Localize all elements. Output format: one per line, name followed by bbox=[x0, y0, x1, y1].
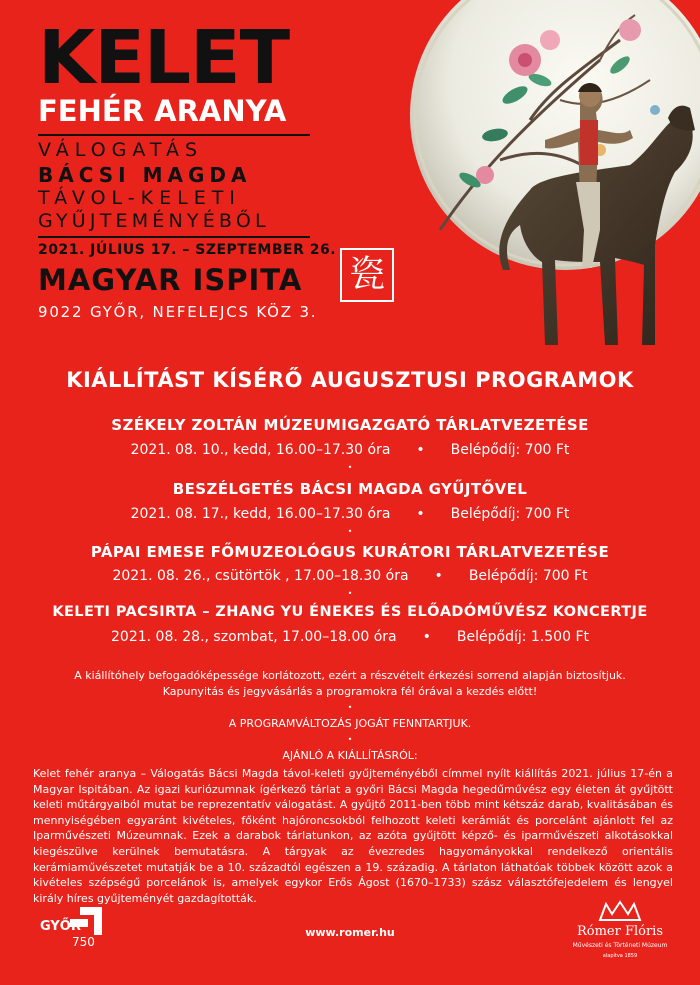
divider bbox=[38, 236, 310, 238]
separator-bullet: • bbox=[434, 568, 443, 584]
program-info bbox=[0, 568, 700, 584]
program-info bbox=[0, 629, 700, 645]
separator-bullet: • bbox=[416, 442, 425, 458]
program-info bbox=[0, 506, 700, 522]
program-fee: Belépődíj: 1.500 Ft bbox=[456, 629, 589, 645]
romer-museum-name: Rómer Flóris bbox=[576, 924, 664, 939]
about-heading: AJÁNLÓ A KIÁLLÍTÁSRÓL: bbox=[282, 749, 418, 762]
separator-bullet: • bbox=[416, 506, 425, 522]
capacity-note: A kiállítóhely befogadóképessége korlátozott, ezért a részvételt érkezési sorrend alapján biztosítjuk. bbox=[74, 669, 626, 682]
program-info bbox=[0, 442, 700, 458]
bullet-divider: • bbox=[347, 463, 353, 472]
exhibition-dates: 2021. JÚLIUS 17. – SZEPTEMBER 26. bbox=[38, 242, 337, 258]
peony-flower bbox=[476, 166, 494, 184]
program-fee: Belépődíj: 700 Ft bbox=[468, 568, 588, 584]
romer-emblem-icon bbox=[598, 900, 642, 922]
venue-name: MAGYAR ISPITA bbox=[38, 263, 303, 297]
program-datetime: 2021. 08. 28., szombat, 17.00–18.00 óra bbox=[111, 629, 397, 645]
subtitle-line-4: GYŰJTEMÉNYÉBŐL bbox=[38, 210, 270, 232]
program-datetime: 2021. 08. 10., kedd, 16.00–17.30 óra bbox=[130, 442, 391, 458]
subtitle-line-3: TÁVOL-KELETI bbox=[38, 187, 241, 209]
divider bbox=[38, 134, 310, 136]
romer-museum-subtitle: Művészeti és Történeti Múzeum bbox=[572, 942, 668, 949]
gyor-logo-year: 750 bbox=[72, 935, 95, 949]
bullet-divider: • bbox=[347, 589, 353, 598]
subtitle-line-2: BÁCSI MAGDA bbox=[38, 163, 252, 187]
about-text: Kelet fehér aranya – Válogatás Bácsi Magda távol-keleti gyűjteményéből címmel nyílt kiállítás 2021. július 17-én a Magyar Ispitában. Az igazi kuriózumnak ígérkező tárlat a győri Bácsi Magda hegedűművész egy életen át gyűjtött keleti műtárgyaiból mutat be reprezentatív válogatást. A gyűjtő 2011-ben több mint kétszáz darab, kvalitásában és mennyiségében egyaránt kivételes, főként hajóroncsokból felhozott keleti kerámiát és porcelánt ajánlott fel az Iparművészeti Múzeumnak. Ezek a darabok tárlatunkon, az azóta gyűjtött képző- és iparművészeti alkotásokkal kiegészülve kerülnek bemutatásra. A tárgyak az évezredes hagyományokkal rendelkező orientális kerámiaművészetet mutatják be a 10. századtól egészen a 19. századig. A tárlaton láthatóak többek között azok a kivételes szépségű porcelánok is, amelyek egykor Erős Ágost (1670–1733) szász választófejedelem és lengyel király híres gyűjteményét gazdagították. bbox=[33, 767, 673, 905]
program-fee: Belépődíj: 700 Ft bbox=[450, 442, 570, 458]
artwork-porcelain-horse bbox=[300, 0, 700, 360]
program-title: BESZÉLGETÉS BÁCSI MAGDA GYŰJTŐVEL bbox=[172, 480, 528, 498]
porcelain-seal-stamp: 瓷 bbox=[340, 248, 394, 302]
program-datetime: 2021. 08. 17., kedd, 16.00–17.30 óra bbox=[130, 506, 391, 522]
program-title: KELETI PACSIRTA – ZHANG YU ÉNEKES ÉS ELŐADÓMŰVÉSZ KONCERTJE bbox=[52, 604, 648, 620]
program-title: SZÉKELY ZOLTÁN MÚZEUMIGAZGATÓ TÁRLATVEZETÉSE bbox=[111, 416, 589, 434]
program-datetime: 2021. 08. 26., csütörtök , 17.00–18.30 óra bbox=[112, 568, 409, 584]
exhibition-title: KELET bbox=[38, 15, 290, 101]
bullet-divider: • bbox=[347, 527, 353, 536]
bullet-divider: • bbox=[347, 735, 353, 744]
program-title: PÁPAI EMESE FŐMUZEOLÓGUS KURÁTORI TÁRLATVEZETÉSE bbox=[90, 543, 610, 561]
peony-flower bbox=[540, 30, 560, 50]
separator-bullet: • bbox=[422, 629, 431, 645]
opening-note: Kapunyitás és jegyvásárlás a programokra fél órával a kezdés előtt! bbox=[162, 685, 538, 698]
bullet-divider: • bbox=[347, 703, 353, 712]
venue-address: 9022 GYŐR, NEFELEJCS KÖZ 3. bbox=[38, 303, 318, 321]
subtitle-line-1: VÁLOGATÁS bbox=[38, 139, 204, 161]
website-link[interactable]: www.romer.hu bbox=[305, 926, 395, 939]
romer-museum-founded: alapítva 1859 bbox=[602, 953, 638, 959]
gyor-logo-text: GYŐR bbox=[40, 919, 81, 934]
programs-heading: KIÁLLÍTÁST KÍSÉRŐ AUGUSZTUSI PROGRAMOK bbox=[66, 368, 634, 392]
program-fee: Belépődíj: 700 Ft bbox=[450, 506, 570, 522]
peony-flower bbox=[619, 19, 641, 41]
exhibition-subtitle: FEHÉR ARANYA bbox=[38, 94, 287, 128]
program-change-note: A PROGRAMVÁLTOZÁS JOGÁT FENNTARTJUK. bbox=[228, 717, 472, 730]
